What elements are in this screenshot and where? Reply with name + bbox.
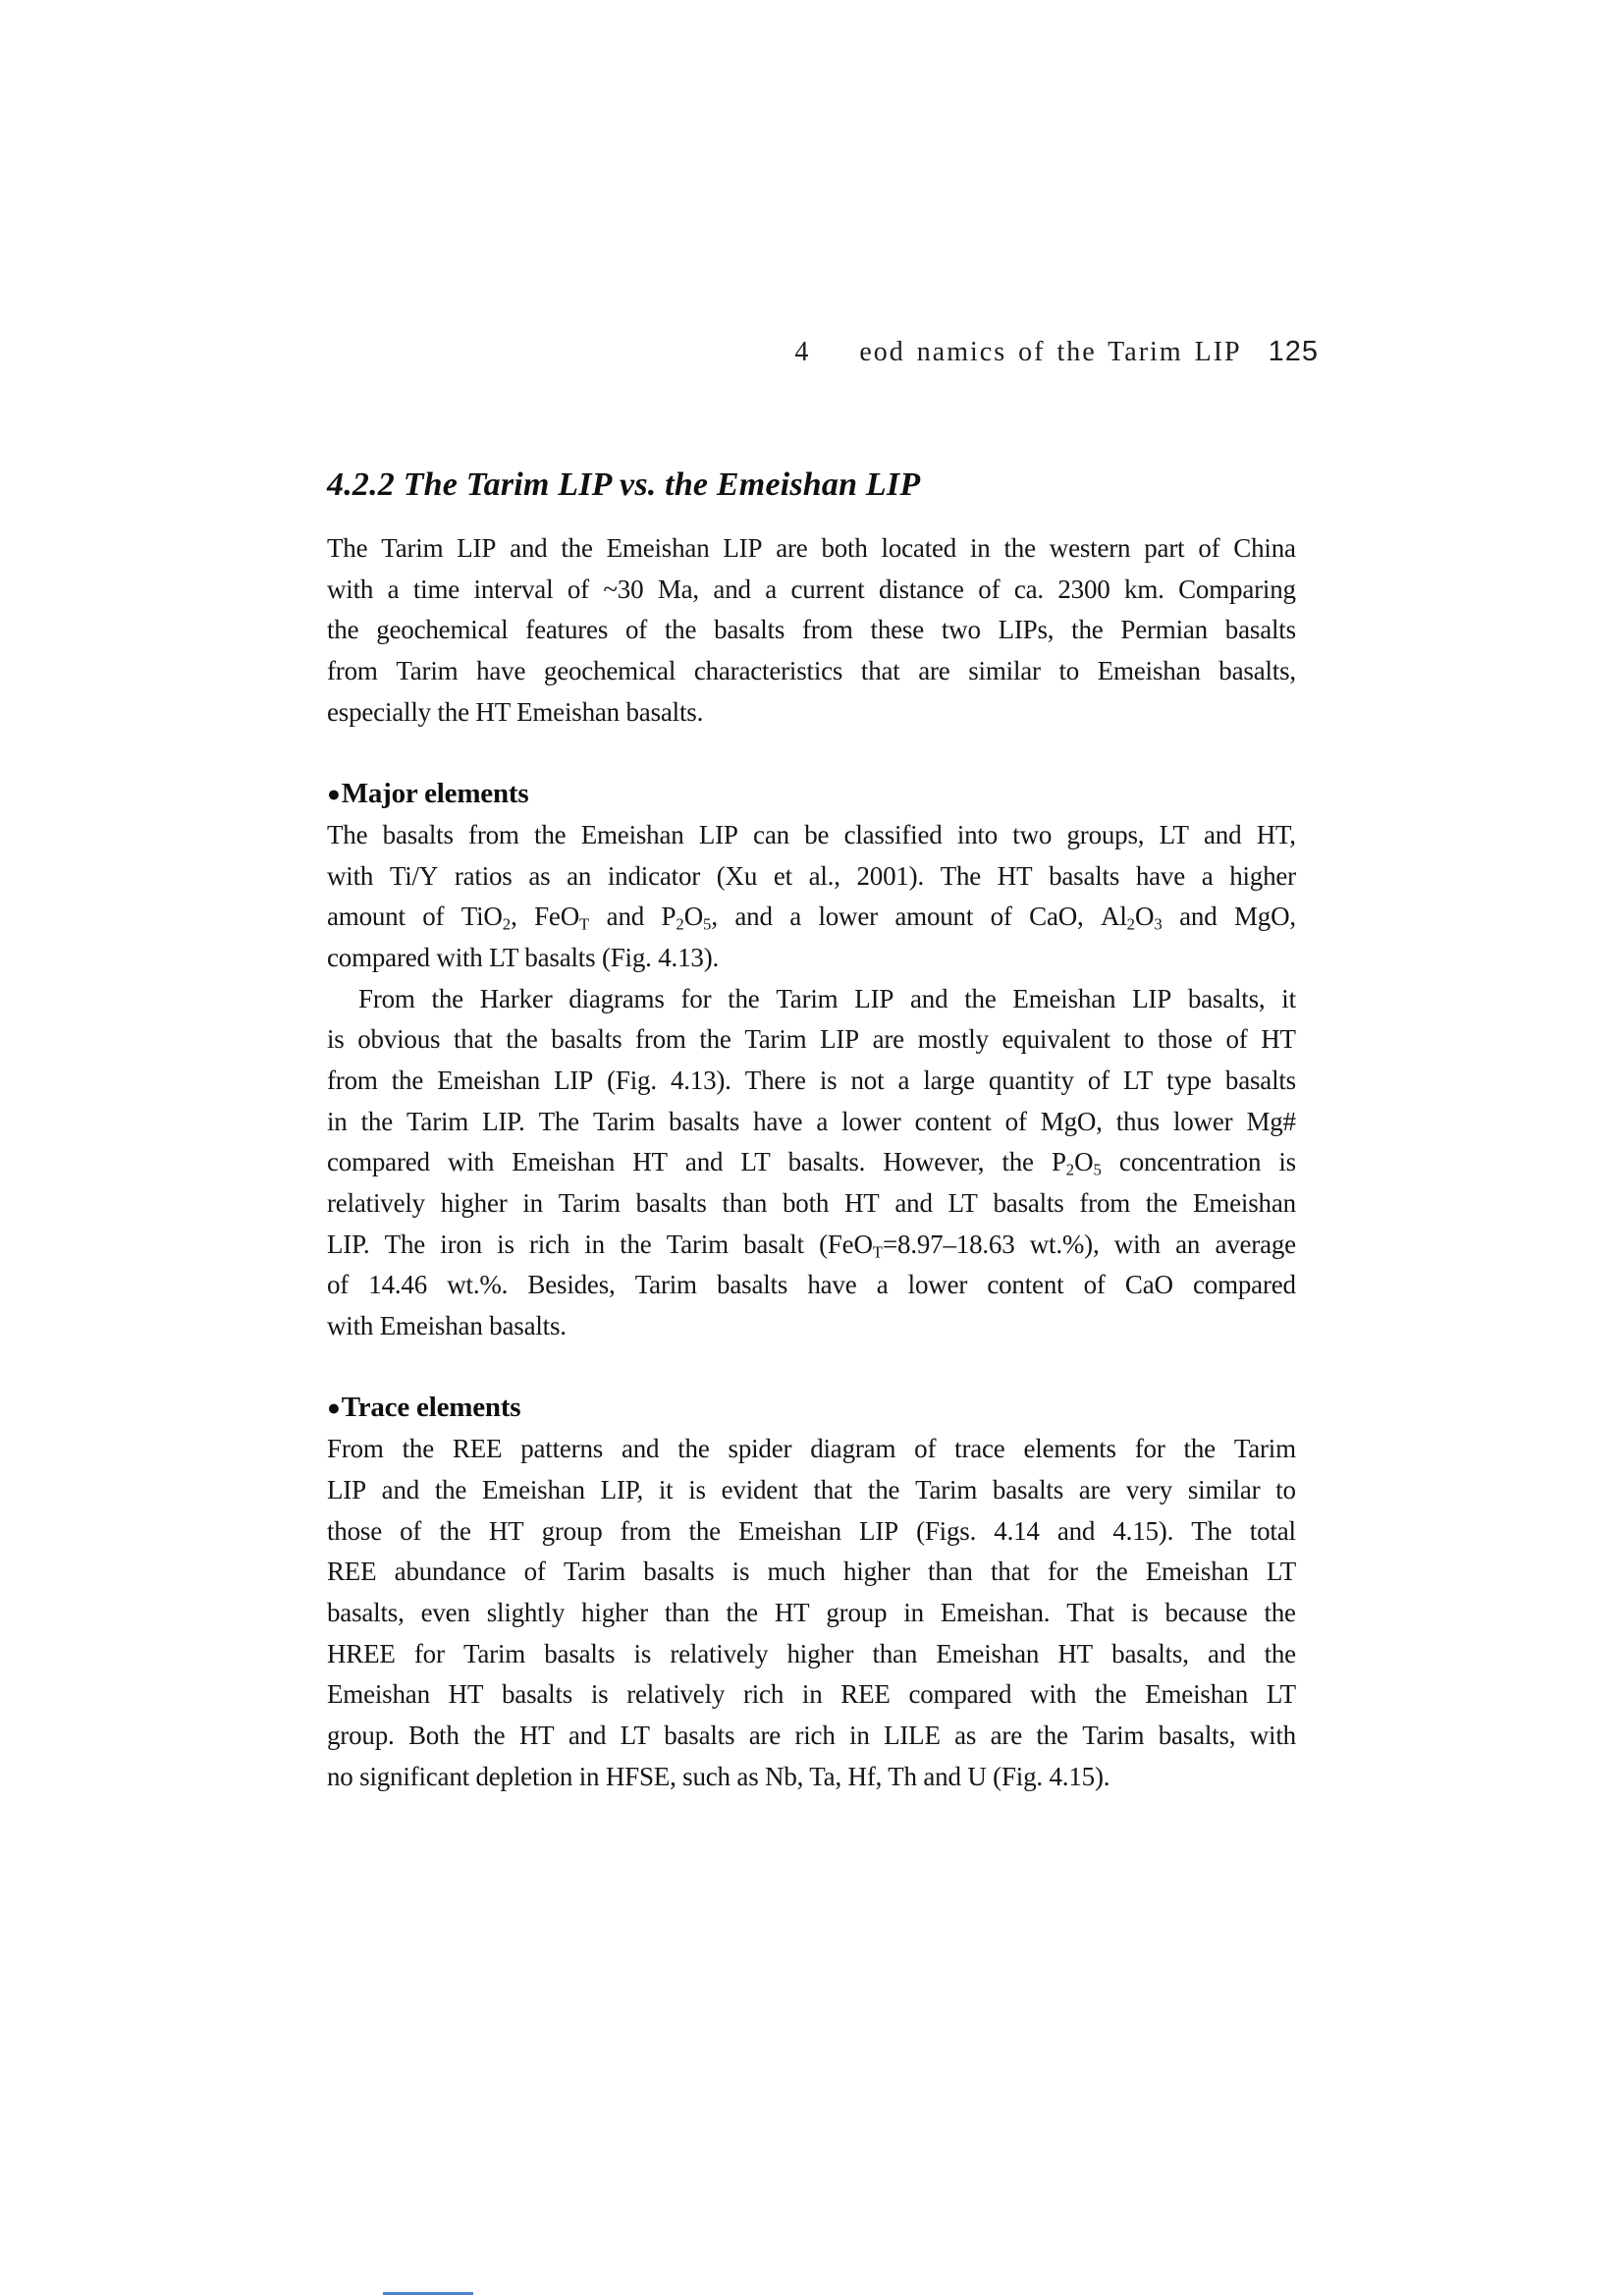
bullet-heading xyxy=(327,774,1296,815)
text-line: especially the HT Emeishan basalts. xyxy=(327,696,704,727)
text-line: with Emeishan basalts. xyxy=(327,1311,567,1341)
bullet-heading-label: Major elements xyxy=(341,778,529,810)
paragraph xyxy=(327,1429,1296,1797)
text-line: From the REE patterns and the spider diagram of trace elements for the Tarim xyxy=(327,1434,1296,1464)
text-line: The Tarim LIP and the Emeishan LIP are both located in the western part of China xyxy=(327,533,1296,563)
bullet-icon: ● xyxy=(327,1395,341,1421)
text-line: group. Both the HT and LT basalts are rich in LILE as are the Tarim basalts, with xyxy=(327,1720,1296,1750)
text-line: amount of TiO$_2$, FeO$_T$ and $P_2O_5$, and a lower amount of CaO, $Al_2O_3$ and MgO, xyxy=(327,902,1296,934)
text-line: LIP and the Emeishan LIP, it is evident that the Tarim basalts are very similar to xyxy=(327,1474,1296,1504)
body-text xyxy=(327,528,1296,1797)
text-line: Emeishan HT basalts is relatively rich in REE compared with the Emeishan LT xyxy=(327,1679,1296,1710)
content-column xyxy=(327,0,1296,1797)
text-line: of 14.46 wt.%. Besides, Tarim basalts have a lower content of CaO compared xyxy=(327,1270,1296,1300)
text-line: relatively higher in Tarim basalts than both HT and LT basalts from the Emeishan xyxy=(327,1188,1296,1218)
text-line: REE abundance of Tarim basalts is much higher than that for the Emeishan LT xyxy=(327,1557,1296,1587)
text-line: LIP. The iron is rich in the Tarim basalt (FeO$_T$=8.97–18.63 wt.%), with an average xyxy=(327,1229,1296,1262)
paragraph xyxy=(327,815,1296,979)
bullet-heading xyxy=(327,1388,1296,1429)
text-line: compared with Emeishan HT and LT basalts. However, the $P_2O_5$ concentration is xyxy=(327,1147,1296,1179)
text-line: with Ti/Y ratios as an indicator (Xu et al., 2001). The HT basalts have a higher xyxy=(327,860,1296,891)
bullet-icon: ● xyxy=(327,782,341,807)
bullet-heading-label: Trace elements xyxy=(341,1392,521,1424)
running-title: eod namics of the Tarim LIP xyxy=(859,337,1242,367)
text-line: in the Tarim LIP. The Tarim basalts have a lower content of MgO, thus lower Mg# xyxy=(327,1106,1296,1136)
text-line: no significant depletion in HFSE, such as Nb, Ta, Hf, Th and U (Fig. 4.15). xyxy=(327,1761,1110,1791)
text-line: compared with LT basalts (Fig. 4.13). xyxy=(327,942,720,972)
text-line: from the Emeishan LIP (Fig. 4.13). There is not a large quantity of LT type basalts xyxy=(327,1065,1296,1095)
section-title: 4.2.2 The Tarim LIP vs. the Emeishan LIP xyxy=(327,466,921,503)
bottom-blue-mark xyxy=(383,2292,473,2295)
chapter-number: 4 xyxy=(794,337,809,367)
paragraph xyxy=(327,979,1296,1347)
text-line: the geochemical features of the basalts from these two LIPs, the Permian basalts xyxy=(327,615,1296,645)
paragraph xyxy=(327,528,1296,733)
text-line: HREE for Tarim basalts is relatively higher than Emeishan HT basalts, and the xyxy=(327,1638,1296,1668)
text-line: basalts, even slightly higher than the HT group in Emeishan. That is because the xyxy=(327,1597,1296,1627)
text-line: those of the HT group from the Emeishan LIP (Figs. 4.14 and 4.15). The total xyxy=(327,1515,1296,1546)
text-line: From the Harker diagrams for the Tarim LIP and the Emeishan LIP basalts, it xyxy=(358,983,1296,1013)
text-line: with a time interval of ~30 Ma, and a current distance of ca. 2300 km. Comparing xyxy=(327,574,1296,604)
text-line: is obvious that the basalts from the Tarim LIP are mostly equivalent to those of HT xyxy=(327,1024,1296,1055)
text-line: from Tarim have geochemical characteristics that are similar to Emeishan basalts, xyxy=(327,656,1296,686)
page-number: 125 xyxy=(1268,336,1319,367)
text-line: The basalts from the Emeishan LIP can be classified into two groups, LT and HT, xyxy=(327,819,1296,849)
